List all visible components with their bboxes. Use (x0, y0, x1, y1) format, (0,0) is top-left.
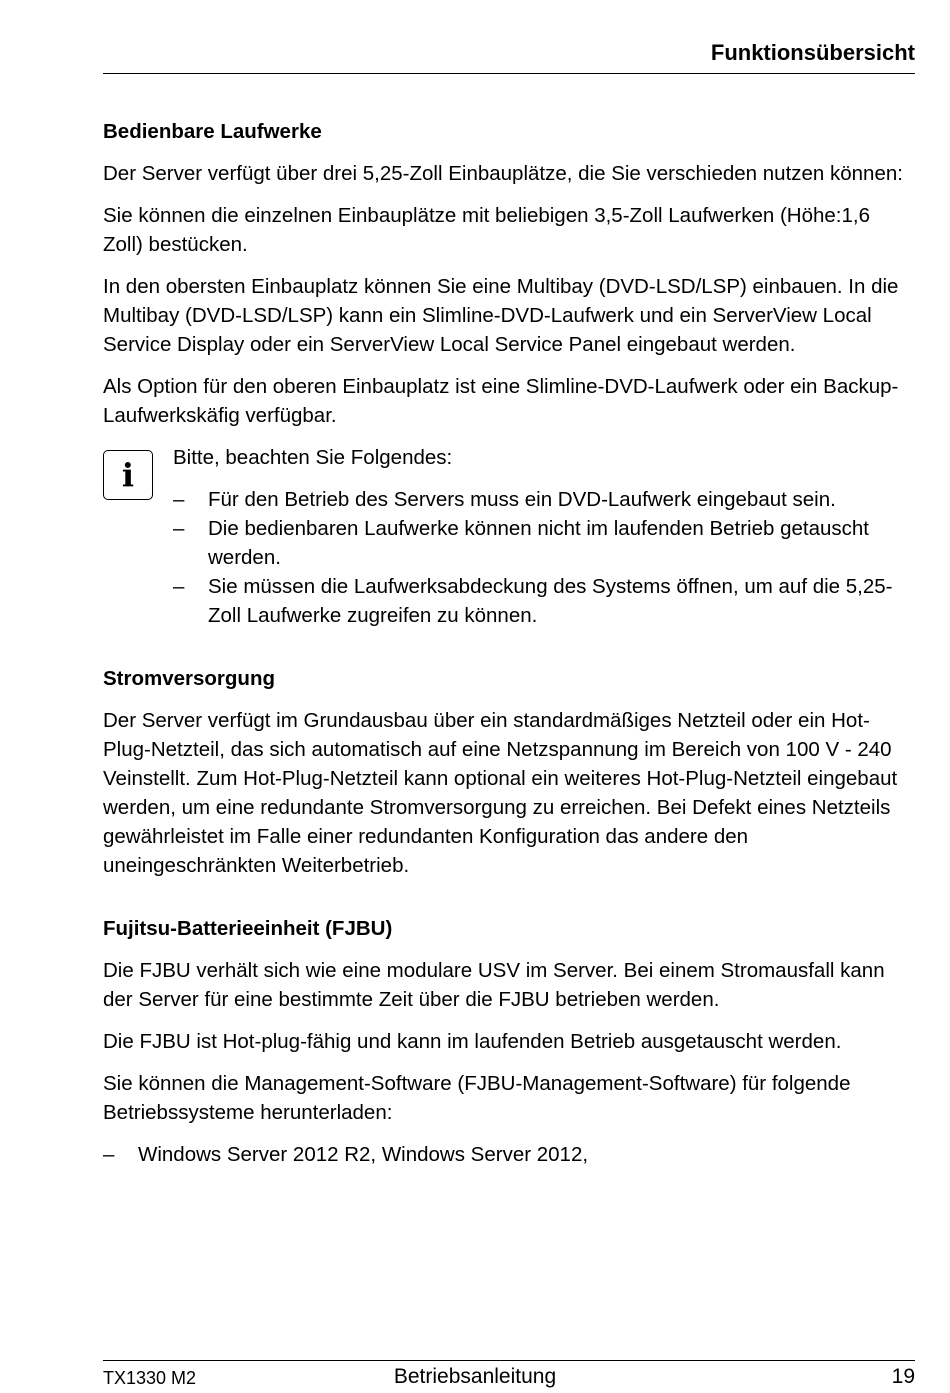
os-list (103, 1140, 915, 1169)
running-header-title: Funktionsübersicht (710, 40, 915, 65)
note-list-item: – Die bedienbaren Laufwerke können nicht im laufenden Betrieb getauscht werden. (173, 514, 915, 572)
heading-fjbu: Fujitsu-Batterieeinheit (FJBU) (103, 917, 393, 940)
footer-model: TX1330 M2 (103, 1368, 197, 1388)
fjbu-paragraph-2: Die FJBU ist Hot-plug-fähig und kann im laufenden Betrieb ausgetauscht werden. (103, 1030, 842, 1053)
page-content (103, 117, 915, 1169)
power-paragraph-1: Der Server verfügt im Grundausbau über ein standardmäßiges Netzteil oder ein Hot-Plug-Netzteil, das sich automatisch auf eine Netzspannung im Bereich von 100 V - 240 Veinstellt. Zum Hot-Plug-Netzteil kann optional ein weiteres Hot-Plug-Netzteil eingebaut werden, um eine redundante Stromversorgung zu erreichen. Bei Defekt eines Netzteils gewährleistet im Falle einer redundanten Konfiguration das andere den uneingeschränkten Weiterbetrieb. (103, 709, 898, 877)
footer-doc-title: Betriebsanleitung (393, 1365, 557, 1388)
heading-drives: Bedienbare Laufwerke (103, 120, 322, 143)
heading-power: Stromversorgung (103, 667, 275, 690)
os-list-item: – Windows Server 2012 R2, Windows Server 2012, (103, 1140, 915, 1169)
drives-paragraph-4: Als Option für den oberen Einbauplatz ist eine Slimline-DVD-Laufwerk oder ein Backup-Laufwerkskäfig verfügbar. (103, 375, 899, 427)
drives-paragraph-1: Der Server verfügt über drei 5,25-Zoll Einbauplätze, die Sie verschieden nutzen können: (103, 162, 903, 185)
drives-paragraph-3: In den obersten Einbauplatz können Sie eine Multibay (DVD-LSD/LSP) einbauen. In die Multibay (DVD-LSD/LSP) kann ein Slimline-DVD-Laufwerk und ein ServerView Local Service Display oder ein ServerView Local Service Panel eingebaut werden. (103, 275, 899, 356)
fjbu-paragraph-3: Sie können die Management-Software (FJBU-Management-Software) für folgende Betriebssysteme herunterladen: (103, 1072, 851, 1124)
header-divider (103, 73, 915, 74)
page-number: 19 (891, 1365, 915, 1388)
info-note (103, 443, 915, 630)
footer-divider (103, 1360, 915, 1361)
note-intro: Bitte, beachten Sie Folgendes: (173, 446, 453, 469)
fjbu-paragraph-1: Die FJBU verhält sich wie eine modulare USV im Server. Bei einem Stromausfall kann der Server für eine bestimmte Zeit über die FJBU betrieben werden. (103, 959, 885, 1011)
note-list (173, 485, 915, 630)
note-list-item: – Für den Betrieb des Servers muss ein DVD-Laufwerk eingebaut sein. (173, 485, 915, 514)
info-icon: i (103, 450, 153, 500)
note-list-item: – Sie müssen die Laufwerksabdeckung des Systems öffnen, um auf die 5,25-Zoll Laufwerke zugreifen zu können. (173, 572, 915, 630)
drives-paragraph-2: Sie können die einzelnen Einbauplätze mit beliebigen 3,5-Zoll Laufwerken (Höhe:1,6 Zoll) bestücken. (103, 204, 870, 256)
